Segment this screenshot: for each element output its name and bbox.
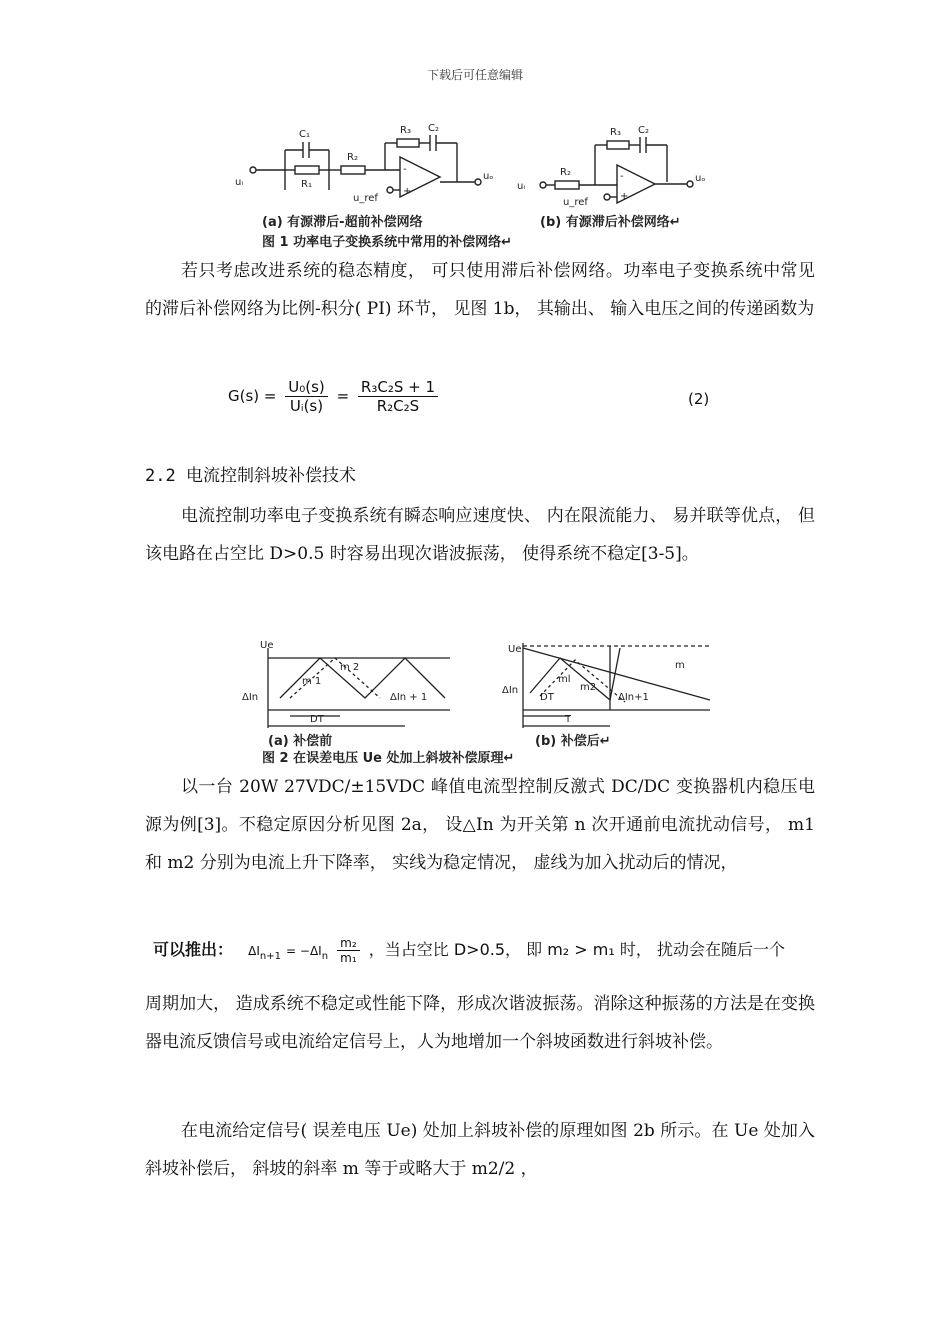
formula-fraction [337,936,360,965]
formula-2-frac1-den: Uᵢ(s) [289,397,324,415]
paragraph-4: 周期加大， 造成系统不稳定或性能下降，形成次谐波振荡。消除这种振荡的方法是在变换器电流反馈信号或电流给定信号上，人为地增加一个斜坡函数进行斜坡补偿。 [145,994,815,1052]
label-uref-b: u_ref [563,197,588,208]
formula-rhs-sub: n [321,951,329,963]
figure-1-caption-a: (a) 有源滞后-超前补偿网络 [262,215,423,230]
fig2b-ue: Ue [508,644,522,655]
label-ui-b: uᵢ [517,181,526,192]
paragraph-1: 若只考虑改进系统的稳态精度， 可只使用滞后补偿网络。功率电子变换系统中常见的滞后补偿网络为比例-积分( PI) 环节， 见图 1b， 其输出、 输入电压之间的传递函数为 [145,261,815,319]
label-plus-a: + [403,186,412,197]
page-header: 下载后可任意编辑 [426,68,523,82]
label-uo-a: uₒ [483,171,494,182]
label-r1: R₁ [301,179,312,190]
formula-2-frac2-den: R₂C₂S [376,397,420,415]
fig2a-din1: ΔIn + 1 [390,692,428,703]
formula-lhs: ΔI [248,944,260,958]
formula-2-fraction-1 [285,378,328,415]
figure-2-title: 图 2 在误差电压 Ue 处加上斜坡补偿原理↵ [262,751,515,766]
fig2a-ue: Ue [260,640,274,651]
formula-2-fraction-2 [358,378,438,415]
label-uo-b: uₒ [695,173,706,184]
paragraph-5: 在电流给定信号( 误差电压 Ue) 处加上斜坡补偿的原理如图 2b 所示。在 Ue 处加入斜坡补偿后， 斜坡的斜率 m 等于或略大于 m2/2 ， [145,1121,815,1179]
formula-cond: m₂ > m₁ [547,940,615,959]
label-r3: R₃ [400,125,411,136]
formula-suffix2: 时， 扰动会在随后一个 [619,940,785,959]
figure-2-waveform-diagram [240,638,720,738]
formula-2-eq: = [336,387,350,405]
section-heading: 2.2 电流控制斜坡补偿技术 [145,466,356,486]
label-c1: C₁ [299,129,310,140]
label-minus-b: - [620,171,624,182]
figure-2-caption-a: (a) 补偿前 [268,734,333,749]
formula-eq: = −ΔI [286,944,322,958]
fig2b-t: T [565,714,572,725]
fig2b-m1: ml [558,674,571,685]
fig2a-m2: m 2 [340,662,360,673]
inline-formula-line [153,936,785,965]
fig2a-m1: m 1 [302,676,322,687]
fig2a-dt: DT [310,714,324,725]
figure-1-title: 图 1 功率电子变换系统中常用的补偿网络↵ [262,235,512,250]
fig2a-din: ΔIn [242,692,259,703]
formula-prefix: 可以推出： [153,940,234,959]
fig2b-din1: ΔIn+1 [618,692,649,703]
label-c2: C₂ [428,123,439,134]
formula-suffix: ，当占空比 D>0.5， 即 [368,940,543,959]
label-uref-a: u_ref [353,193,378,204]
formula-2-frac2-num: R₃C₂S + 1 [358,378,438,397]
figure-2-caption-b: (b) 补偿后↵ [535,734,611,749]
formula-2-frac1-num: U₀(s) [285,378,328,397]
fig2b-din: ΔIn [502,685,519,696]
figure-1-caption-b: (b) 有源滞后补偿网络↵ [540,215,681,230]
label-plus-b: + [620,191,629,202]
label-c2-b: C₂ [638,125,649,136]
paragraph-2: 电流控制功率电子变换系统有瞬态响应速度快、 内在限流能力、 易并联等优点， 但该电路在占空比 D>0.5 时容易出现次谐波振荡， 使得系统不稳定[3-5]。 [145,506,815,564]
label-minus-a: - [403,164,407,175]
fig2b-m2: m2 [580,682,597,693]
formula-2 [228,378,442,415]
formula-den: m₁ [340,951,357,965]
fig2b-dt: DT [540,692,554,703]
formula-2-lhs: G(s) = [228,387,277,405]
label-r2-b: R₂ [560,167,571,178]
formula-lhs-sub: n+1 [259,951,281,963]
formula-num: m₂ [337,936,360,951]
fig2b-m: m [675,660,685,671]
paragraph-3: 以一台 20W 27VDC/±15VDC 峰值电流型控制反激式 DC/DC 变换器机内稳压电源为例[3]。不稳定原因分析见图 2a， 设△In 为开关第 n 次开通前电流扰动信号， m1 和 m2 分别为电流上升下降率， 实线为稳定情况， 虚线为加入扰动后的情况， [145,777,815,873]
label-ui-a: uᵢ [235,177,244,188]
label-r2: R₂ [347,152,358,163]
formula-2-number: (2) [688,390,710,408]
label-r3-b: R₃ [610,127,621,138]
